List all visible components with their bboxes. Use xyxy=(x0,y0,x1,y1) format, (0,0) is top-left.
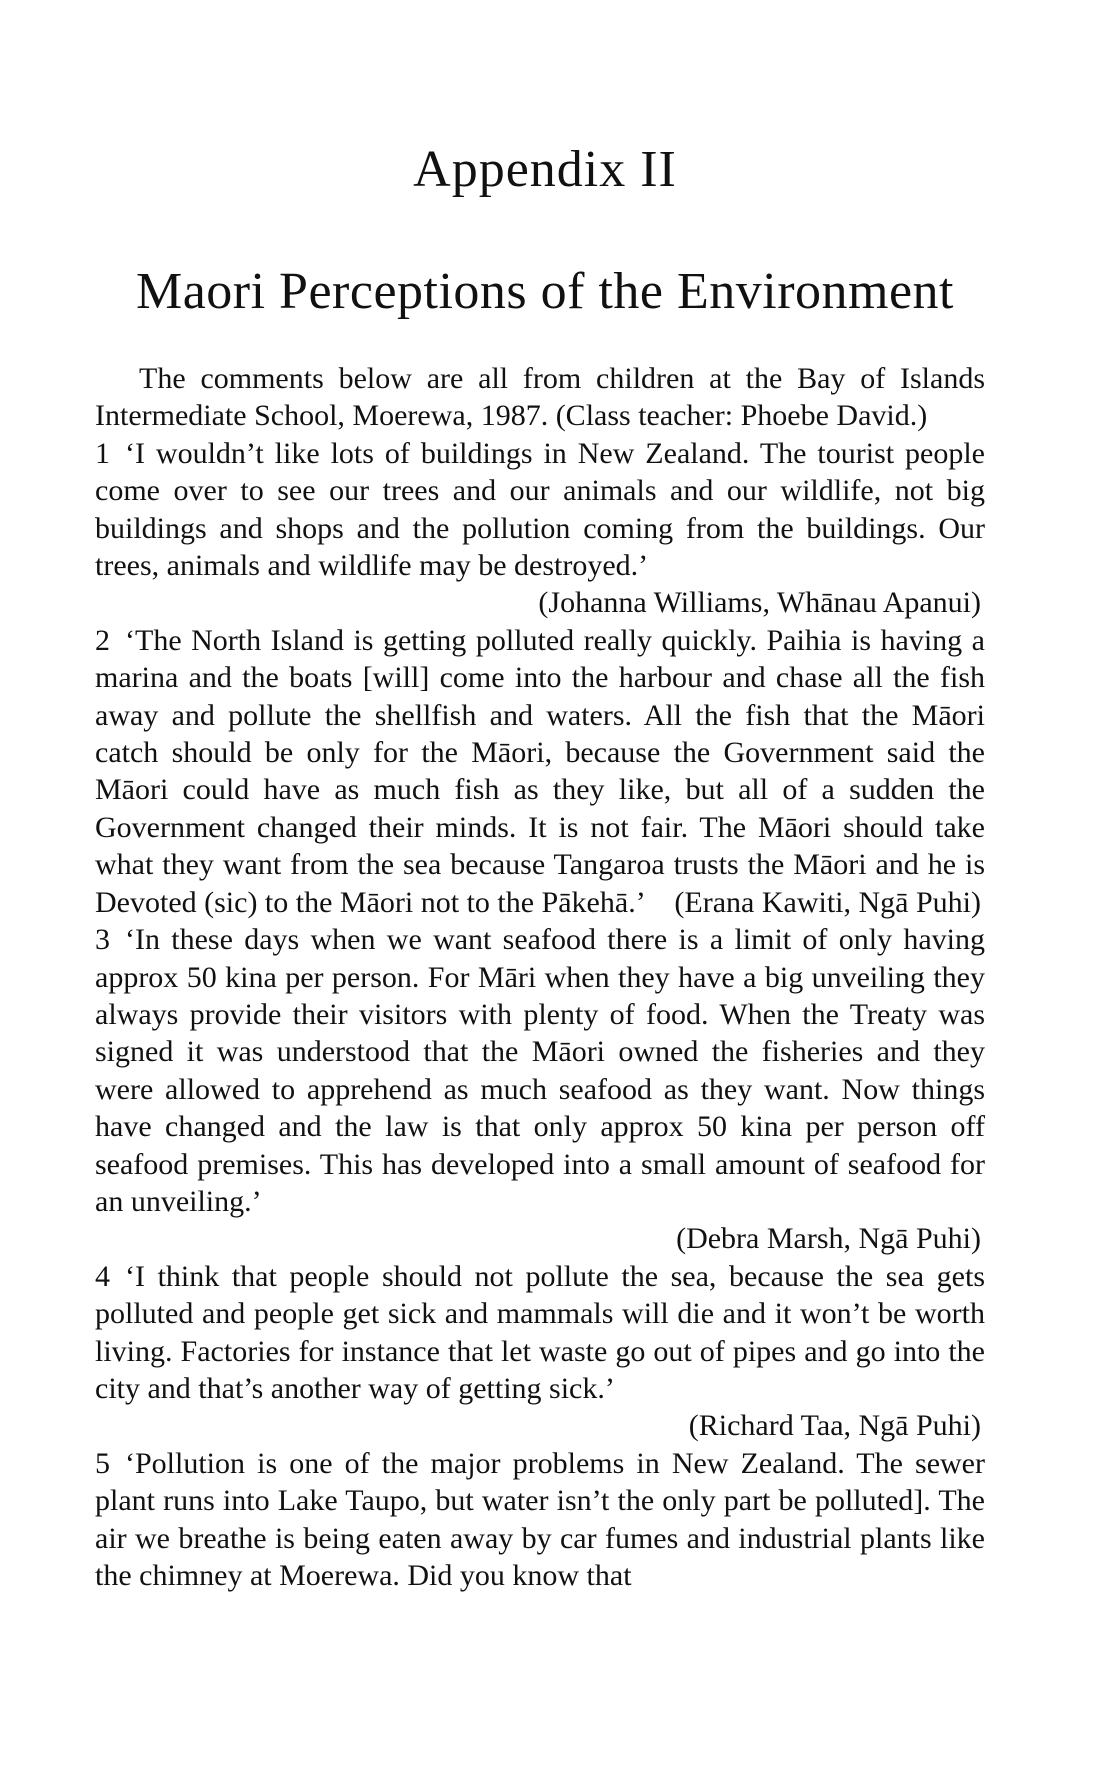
intro-paragraph: The comments below are all from children at the Bay of Islands Intermediate School, Moerewa, 1987. (Class teacher: Phoebe David.) xyxy=(95,362,985,433)
comment-number: 2 xyxy=(95,623,110,657)
comment-text: ‘Pollution is one of the major problems in New Zealand. The sewer plant runs into Lake Taupo, but water isn’t the only part be polluted]. The air we breathe is being eaten away by car fumes and industrial plants like the chimney at Moerewa. Did you know that xyxy=(95,1446,985,1592)
body-text xyxy=(95,360,985,1594)
comment-attribution: (Erana Kawiti, Ngā Puhi) xyxy=(674,885,981,919)
comment-number: 5 xyxy=(95,1446,110,1480)
comment-number: 1 xyxy=(95,436,110,470)
comment-text: ‘In these days when we want seafood there is a limit of only having approx 50 kina per person. For Māri when they have a big unveiling they always provide their visitors with plenty of food. When the Treaty was signed it was understood that the Māori owned the fisheries and they were allowed to apprehend as much seafood as they want. Now things have changed and the law is that only approx 50 kina per person off seafood premises. This has developed into a small amount of seafood for an unveiling.’ xyxy=(95,923,985,1218)
comment-5 xyxy=(95,1445,985,1595)
comment-3 xyxy=(95,921,985,1258)
comment-text: ‘I think that people should not pollute the sea, because the sea gets polluted and people get sick and mammals will die and it won’t be worth living. Factories for instance that let waste go out of pipes and go into the city and that’s another way of getting sick.’ xyxy=(95,1259,985,1405)
comment-text: ‘I wouldn’t like lots of buildings in New Zealand. The tourist people come over to see our trees and our animals and our wildlife, not big buildings and shops and the pollution coming from the buildings. Our trees, animals and wildlife may be destroyed.’ xyxy=(95,436,985,583)
comment-attribution: (Johanna Williams, Whānau Apanui) xyxy=(538,586,981,620)
appendix-title: Appendix II xyxy=(413,141,677,198)
comment-4 xyxy=(95,1258,985,1445)
comment-attribution: (Debra Marsh, Ngā Puhi) xyxy=(676,1222,981,1256)
comment-number: 4 xyxy=(95,1259,110,1293)
chapter-title: Maori Perceptions of the Environment xyxy=(135,263,955,320)
comment-attribution: (Richard Taa, Ngā Puhi) xyxy=(688,1409,981,1443)
comment-text: ‘The North Island is getting polluted really quickly. Paihia is having a marina and the boats [will] come into the harbour and chase all the fish away and pollute the shellfish and waters. All the fish that the Māori catch should be only for the Māori, because the Government said the Māori could have as much fish as they like, but all of a sudden the Government changed their minds. It is not fair. The Māori should take what they want from the sea because Tangaroa trusts the Māori and he is Devoted (sic) to the Māori not to the Pākehā.’ xyxy=(95,623,985,919)
comment-number: 3 xyxy=(95,923,110,957)
comment-1 xyxy=(95,435,985,622)
comment-2 xyxy=(95,622,985,921)
